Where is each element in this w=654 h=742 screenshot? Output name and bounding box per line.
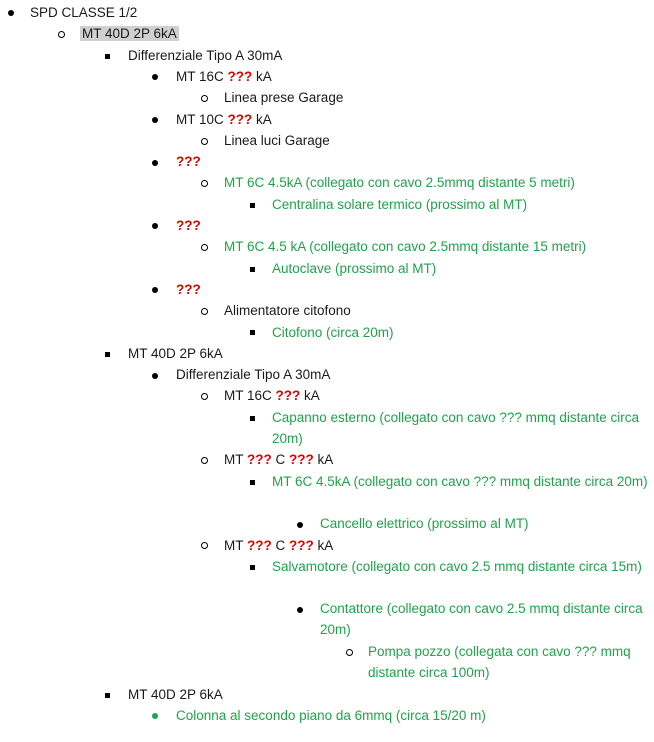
text-segment: Capanno esterno (collegato con cavo ??? mmq distante circa 20m): [272, 409, 639, 446]
list-item-text: [224, 385, 648, 406]
text-segment: Salvamotore (collegato con cavo 2.5 mmq distante circa 15m): [272, 558, 642, 574]
text-segment: Linea luci Garage: [224, 132, 330, 148]
unknown-value: ???: [227, 68, 253, 84]
list-item-text: [176, 66, 648, 87]
text-segment: kA: [252, 68, 272, 84]
list-item-text: [368, 641, 648, 683]
text-segment: Differenziale Tipo A 30mA: [176, 367, 331, 383]
bullet-dot-icon: [148, 151, 162, 173]
list-item-text: [176, 279, 648, 300]
text-segment: MT 40D 2P 6kA: [128, 686, 223, 702]
text-segment: MT: [224, 537, 247, 553]
bullet-circle-icon: [197, 87, 211, 109]
bullet-square-icon: [245, 258, 259, 280]
unknown-value: ???: [176, 218, 201, 233]
text-segment: MT 40D 2P 6kA: [128, 345, 223, 361]
text-segment: Autoclave (prossimo al MT): [272, 260, 437, 276]
list-item-text: [272, 322, 648, 343]
list-item-text: [224, 535, 648, 556]
list-item-text: [176, 215, 648, 236]
text-segment: MT 16C: [224, 388, 276, 404]
text-segment: Differenziale Tipo A 30mA: [128, 47, 283, 63]
bullet-circle-icon: [197, 130, 211, 152]
list-item-text: [224, 300, 648, 321]
bullet-dot-icon: [148, 279, 162, 301]
text-segment: Linea prese Garage: [224, 90, 344, 106]
bullet-circle-icon: [197, 236, 211, 258]
bullet-dot-icon: [148, 364, 162, 386]
bullet-dot-icon: [148, 66, 162, 88]
list-item-text: [224, 130, 648, 151]
list-item-text: [272, 258, 648, 279]
text-segment: kA: [313, 537, 334, 553]
unknown-value: ???: [289, 537, 314, 553]
bullet-square-icon: [100, 45, 114, 67]
text-segment: kA: [300, 388, 320, 404]
unknown-value: ???: [247, 452, 272, 468]
list-item-text: [224, 236, 648, 257]
unknown-value: ???: [275, 388, 301, 404]
list-item-text: [224, 449, 648, 470]
text-segment: Citofono (circa 20m): [272, 324, 394, 340]
list-item-text: [272, 194, 648, 215]
bullet-square-icon: [100, 343, 114, 365]
unknown-value: ???: [176, 281, 201, 297]
list-item-text: [176, 705, 648, 726]
bullet-square-icon: [245, 407, 259, 429]
bullet-dot-icon: [148, 705, 162, 727]
text-segment: MT 16C: [176, 68, 228, 84]
list-item-text: [176, 364, 648, 385]
text-segment: kA: [313, 452, 334, 468]
bullet-dot-icon: [148, 215, 162, 237]
bullet-square-icon: [245, 556, 259, 578]
text-segment: Cancello elettrico (prossimo al MT): [320, 516, 529, 532]
text-segment: Colonna al secondo piano da 6mmq (circa 15/20 m): [176, 707, 486, 723]
list-item-text: [176, 109, 648, 130]
text-segment: Pompa pozzo (collegata con cavo ??? mmq distante circa 100m): [368, 644, 631, 680]
text-segment: C: [271, 537, 290, 553]
bullet-circle-icon: [342, 641, 356, 663]
bullet-circle-icon: [54, 23, 68, 45]
unknown-value: ???: [247, 537, 272, 553]
bullet-circle-icon: [197, 449, 211, 471]
bullet-dot-icon: [148, 109, 162, 131]
list-item-text: [128, 45, 648, 66]
bullet-circle-icon: [197, 385, 211, 407]
text-segment: Alimentatore citofono: [224, 303, 351, 319]
text-segment: MT: [224, 452, 247, 468]
list-item-text: [128, 343, 648, 364]
list-item-text: [224, 87, 648, 108]
text-segment: MT 6C 4.5 kA (collegato con cavo 2.5mmq distante 15 metri): [224, 239, 587, 255]
text-segment: MT 10C: [176, 111, 228, 127]
text-segment: C: [271, 452, 290, 468]
list-item-text: [30, 2, 648, 23]
text-segment: Contattore (collegato con cavo 2.5 mmq distante circa 20m): [320, 601, 643, 638]
bullet-square-icon: [245, 471, 259, 493]
list-item-text: [272, 471, 648, 492]
text-segment: MT 6C 4.5kA (collegato con cavo ??? mmq distante circa 20m): [272, 473, 648, 489]
bullet-circle-icon: [197, 172, 211, 194]
bullet-square-icon: [245, 322, 259, 344]
unknown-value: ???: [289, 452, 314, 468]
bullet-square-icon: [100, 684, 114, 706]
list-item-text: [320, 513, 648, 534]
bullet-square-icon: [245, 194, 259, 216]
list-item-text: [128, 684, 648, 705]
list-item-text: [272, 556, 648, 577]
text-segment: MT 6C 4.5kA (collegato con cavo 2.5mmq distante 5 metri): [224, 175, 575, 191]
list-item-text: [176, 151, 648, 172]
list-item-text: [80, 23, 648, 44]
list-item-text: [320, 598, 648, 640]
list-item-text: [224, 172, 648, 193]
text-segment: Centralina solare termico (prossimo al MT): [272, 196, 528, 212]
unknown-value: ???: [227, 111, 253, 127]
unknown-value: ???: [176, 154, 201, 170]
bullet-dot-icon: [293, 598, 307, 620]
bullet-circle-icon: [197, 535, 211, 557]
text-segment: MT 40D 2P 6kA: [82, 26, 177, 42]
text-segment: SPD CLASSE 1/2: [30, 5, 138, 20]
list-item-text: [272, 407, 648, 449]
text-segment: kA: [252, 111, 272, 127]
bullet-dot-icon: [293, 513, 307, 535]
bullet-dot-icon: [4, 2, 18, 24]
bullet-circle-icon: [197, 300, 211, 322]
